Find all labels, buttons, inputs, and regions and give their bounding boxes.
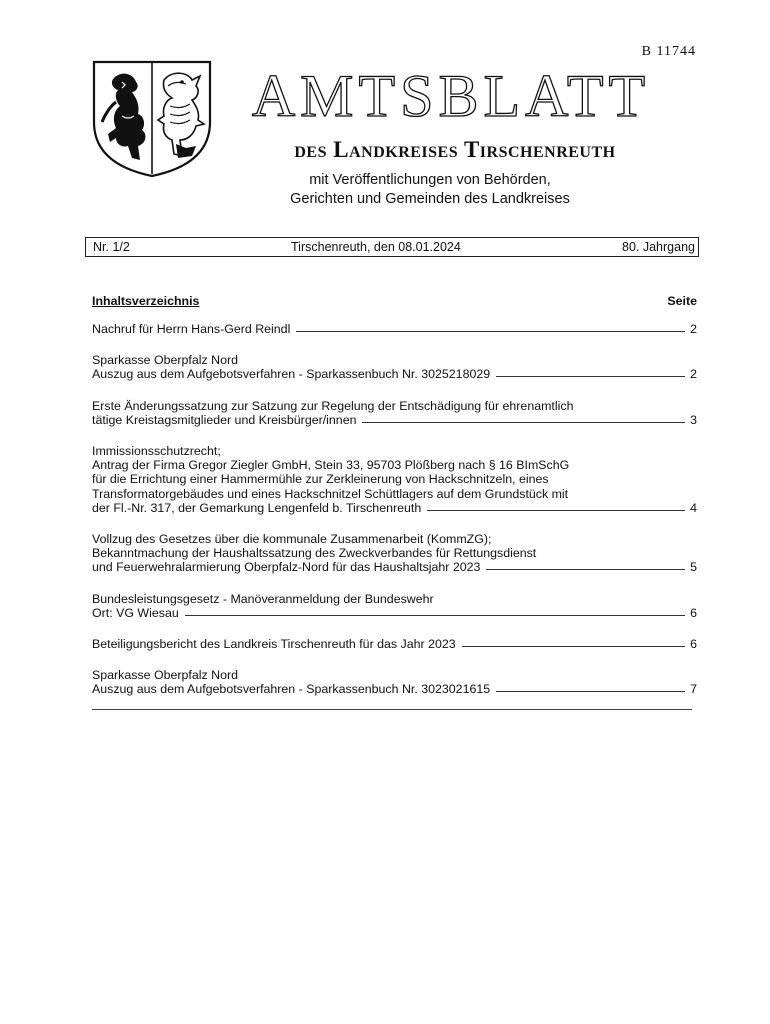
toc-entry-last-line [92, 413, 697, 427]
toc-leader-line [185, 615, 685, 616]
toc-entry-text: der Fl.-Nr. 317, der Gemarkung Lengenfeld b. Tirschenreuth [92, 500, 422, 515]
toc-entry-line: Antrag der Firma Gregor Ziegler GmbH, Stein 33, 95703 Plößberg nach § 16 BImSchG [92, 458, 570, 473]
toc-entry [92, 532, 697, 575]
issue-place-date: Tirschenreuth, den 08.01.2024 [291, 240, 461, 254]
reference-number: B 11744 [641, 44, 696, 59]
table-of-contents [92, 294, 697, 714]
toc-entry-line: Erste Änderungssatzung zur Satzung zur Regelung der Entschädigung für ehrenamtlich [92, 398, 574, 413]
toc-entry-text: Beteiligungsbericht des Landkreis Tirschenreuth für das Jahr 2023 [92, 637, 456, 652]
toc-leader-line [486, 569, 685, 570]
masthead-title: AMTSBLATT [251, 63, 651, 129]
toc-page-heading: Seite [667, 294, 697, 308]
toc-entry [92, 668, 697, 696]
toc-entry-last-line [92, 322, 697, 336]
toc-page-number: 3 [690, 412, 697, 427]
toc-entry [92, 637, 697, 651]
toc-header [92, 294, 697, 308]
toc-entry-text: Auszug aus dem Aufgebotsverfahren - Sparkassenbuch Nr. 3025218029 [92, 367, 491, 382]
toc-entry-line: Vollzug des Gesetzes über die kommunale Zusammenarbeit (KommZG); [92, 532, 492, 547]
toc-leader-line [462, 646, 685, 647]
toc-entry [92, 353, 697, 381]
toc-entry-line: Sparkasse Oberpfalz Nord [92, 668, 239, 683]
toc-entries [92, 322, 697, 697]
toc-entry [92, 444, 697, 515]
toc-leader-line [496, 376, 685, 377]
toc-entry-last-line [92, 560, 697, 574]
toc-page-number: 6 [690, 605, 697, 620]
toc-entry-line: für die Errichtung einer Hammermühle zur Zerkleinerung von Hackschnitzeln, eines [92, 472, 549, 487]
toc-entry-line: Immissionsschutzrecht; [92, 444, 221, 459]
toc-entry-line: Bekanntmachung der Haushaltssatzung des Zweckverbandes für Rettungsdienst [92, 546, 537, 561]
toc-leader-line [427, 510, 685, 511]
toc-page-number: 2 [690, 367, 697, 382]
toc-page-number: 4 [690, 500, 697, 515]
toc-entry-last-line [92, 682, 697, 696]
toc-entry-text: tätige Kreistagsmitglieder und Kreisbürger/innen [92, 412, 357, 427]
toc-entry-text: Ort: VG Wiesau [92, 605, 179, 620]
toc-entry-line: Sparkasse Oberpfalz Nord [92, 353, 239, 368]
issue-number: Nr. 1/2 [93, 240, 130, 254]
toc-page-number: 5 [690, 560, 697, 575]
toc-page-number: 7 [690, 682, 697, 697]
tagline-line: mit Veröffentlichungen von Behörden, [309, 172, 551, 188]
toc-page-number: 2 [690, 322, 697, 336]
toc-entry-line: Bundesleistungsgesetz - Manöveranmeldung der Bundeswehr [92, 591, 434, 606]
toc-entry-text: Nachruf für Herrn Hans-Gerd Reindl [92, 322, 291, 336]
toc-leader-line [496, 691, 685, 692]
toc-entry [92, 592, 697, 620]
toc-page-number: 6 [690, 637, 697, 652]
toc-entry-last-line [92, 501, 697, 515]
toc-heading: Inhaltsverzeichnis [92, 294, 200, 308]
bottom-divider [92, 709, 692, 710]
toc-entry-line: Transformatorgebäudes und eines Hackschnitzel Schüttlagers auf dem Grundstück mit [92, 486, 569, 501]
masthead-subtitle: des Landkreises Tirschenreuth [294, 137, 616, 162]
toc-entry [92, 322, 697, 336]
masthead-tagline [200, 171, 660, 209]
toc-entry-last-line [92, 367, 697, 381]
toc-leader-line [296, 331, 685, 332]
issue-info-bar [85, 237, 699, 257]
toc-entry-text: und Feuerwehralarmierung Oberpfalz-Nord für das Haushaltsjahr 2023 [92, 560, 481, 575]
toc-entry-last-line [92, 637, 697, 651]
toc-entry [92, 399, 697, 427]
tagline-line: Gerichten und Gemeinden des Landkreises [290, 191, 570, 207]
toc-entry-last-line [92, 606, 697, 620]
coat-of-arms-icon [92, 60, 212, 178]
toc-entry-text: Auszug aus dem Aufgebotsverfahren - Sparkassenbuch Nr. 3023021615 [92, 682, 491, 697]
toc-leader-line [362, 422, 685, 423]
issue-volume: 80. Jahrgang [622, 240, 695, 254]
